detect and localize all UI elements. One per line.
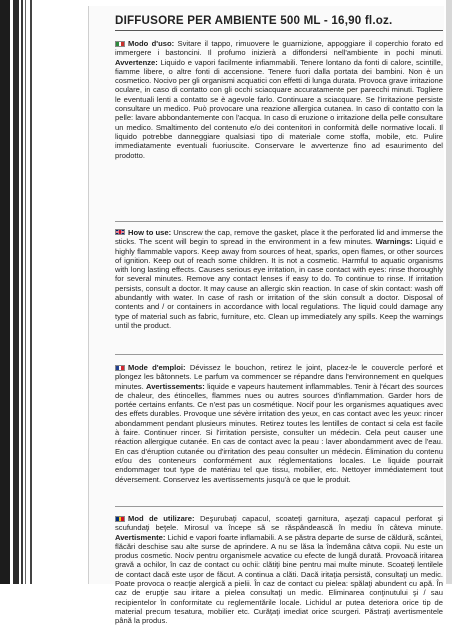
section-label: Modo d'uso: bbox=[128, 39, 175, 48]
decorative-stripe bbox=[25, 0, 26, 584]
warning-text: Liquido e vapori facilmente infiammabili. Tenere lontano da fonti di calore, scintille, fiamme libere, o altre fonti di accensione. Tenere fuori dalla portata dei bambini. Non è un cosmetico. Nocivo per gli organismi acquatici con effetti di lunga durata. Provoca grave irritazione oculare, in caso di contatto con gli occhi sciacquare accuratamente per parecchi minuti. Togliere le eventuali lenti a contatto se è agevole farlo. Continuare a sciacquare. Se l'irritazione persiste consultare un medico. Può provocare una reazione allergica cutanea. In caso di contatto con la pelle: lavare abbondantemente con l'acqua. In caso di eruzione o irritazione della pelle consultare un medico. Smaltimento del contenuto e/o dei contenitori in conformità delle normative locali. Il liquido potrebbe danneggiare qualsiasi tipo di materiale come stoffa, mobile, etc. Pulire immediatamente eventuali fuoriuscite. Conservare le avvertenze fino ad esaurimento del prodotto. bbox=[115, 57, 443, 160]
decorative-stripe bbox=[21, 0, 23, 584]
product-label bbox=[88, 6, 444, 626]
uk-flag-icon bbox=[115, 229, 125, 235]
french-flag-icon bbox=[115, 365, 125, 371]
warning-label: Avertismente: bbox=[115, 532, 166, 542]
label-edge bbox=[446, 0, 452, 584]
section-divider bbox=[115, 354, 443, 355]
warning-label: Warnings: bbox=[375, 237, 413, 247]
section-french bbox=[115, 363, 443, 499]
warning-text: liquide e vapeurs hautement inflammables. Tenir à l'écart des sources de chaleur, des étincelles, flammes nues ou autres sources d'inflammation. Garder hors de portée certains enfants. Ce n'est pas un cosmétique. Nocif pour les organismes aquatiques avec des effets durables. Provoque une sévère irritation des yeux, en cas contact avec les yeux: rincer abondamment pendant plusieurs minutes. Retirez toutes les lentilles de contact si cela est facile à faire. Continuer rincer. Si l'irritation persiste, consulter un médecin. Cela peut causer une réaction allergique cutanée. En cas de contact avec la peau : laver abondamment avec de l'eau. En cas d'éruption cutanée ou d'irritation des peau consulter un médecin. Élimination du contenu et/ou des conteneurs conformément aux réglementations locales. Le liquide pourrait endommager tout type de matériau tel que tissu, mobilier, etc. Nettoyer immédiatement tout déversement. Conservez les avertissements jusqu'à ce que le produit. bbox=[115, 381, 444, 484]
section-label: Mode d'emploi: bbox=[128, 363, 186, 372]
decorative-stripe bbox=[13, 0, 19, 584]
warning-label: Avertissements: bbox=[146, 381, 205, 391]
decorative-stripe bbox=[0, 0, 10, 584]
section-text: Svitare il tappo, rimuovere le guarnizione, appoggiare il coperchio forato ed immergere i bastoncini. Il profumo inizierà a diffondersi nell'ambiente in pochi minuti. bbox=[115, 39, 444, 58]
warning-text: Lichid e vapori foarte inflamabili. A se păstra departe de surse de căldură, scântei, flăcări deschise sau alte surse de aprindere. A nu se lăsa la îndemâna câtva copii. Nu este un produs cosmetic. Nociv pentru organismele acvatice cu efecte de lungă durată. Provoacă iritarea gravă a ochilor, în caz de contact cu ochii: clătiţi bine pentru mai multe minute. Scoateţi lentilele de contact dacă este ușor de făcut. A continua a clăti. Dacă iritaţia persistă, consultaţi un medic. Poate provoca o reacţie alergică a pielii. În caz de contact cu pielea: spălaţi abundent cu apă. În caz de erupţie sau iritare a pielea consultaţi un medic. Eliminarea conţinutului şi / sau recipientelor în conformitate cu reglementările locale. Lichidul ar putea deteriora orice tip de material precum tesatura, mobilier etc. Curăţaţi imediat orice scurgeri. Păstraţi avertismentele până la produs. bbox=[115, 532, 443, 626]
section-italian bbox=[115, 39, 443, 211]
section-text: Unscrew the cap, remove the gasket, place it the perforated lid and immerse the sticks. The scent will begin to spread in the environment in a few minutes. bbox=[115, 228, 444, 247]
section-romanian bbox=[115, 514, 443, 626]
section-label: How to use: bbox=[128, 228, 172, 237]
section-divider bbox=[115, 506, 443, 507]
section-divider bbox=[115, 221, 443, 222]
section-english bbox=[115, 228, 443, 348]
decorative-stripe bbox=[30, 0, 32, 584]
product-title: DIFFUSORE PER AMBIENTE 500 ML - 16,90 fl.oz. bbox=[115, 14, 443, 31]
romanian-flag-icon bbox=[115, 516, 125, 522]
section-label: Mod de utilizare: bbox=[128, 514, 195, 523]
italian-flag-icon bbox=[115, 41, 125, 47]
section-text: Deşurubaţi capacul, scoateţi garnitura, aşezaţi capacul perforat şi scufundaţi beţele. Mirosul va începe să se răspândească în mediu în câteva minute. bbox=[115, 514, 443, 533]
warning-label: Avvertenze: bbox=[115, 57, 158, 67]
section-text: Dévissez le bouchon, retirez le joint, placez-le le couvercle perforé et plongez les bâtonnets. Le parfum va commencer se répandre dans l'environnement en quelques minutes. bbox=[115, 363, 443, 391]
warning-text: Liquid e highly flammable vapors. Keep away from sources of heat, sparks, open flames, or other sources of ignition. Keep out of reach some children. It is not a cosmetic. Harmful to aquatic organisms with long lasting effects. Causes serious eye irritation, in case contact with eyes: rinse thoroughly for several minutes. Remove any contact lenses if easy to do. To continue to rinse. If irritation persists, consult a doctor. It may cause an allergic skin reaction. In case of skin contact: wash off abundantly with water. In case of rash or irritation of the skin consult a doctor. Disposal of contents and / or containers in accordance with local regulations. The liquid could damage any type of material such as fabric, furniture, etc. Clean up immediately any spills. Keep the warnings until the product. bbox=[115, 237, 443, 330]
